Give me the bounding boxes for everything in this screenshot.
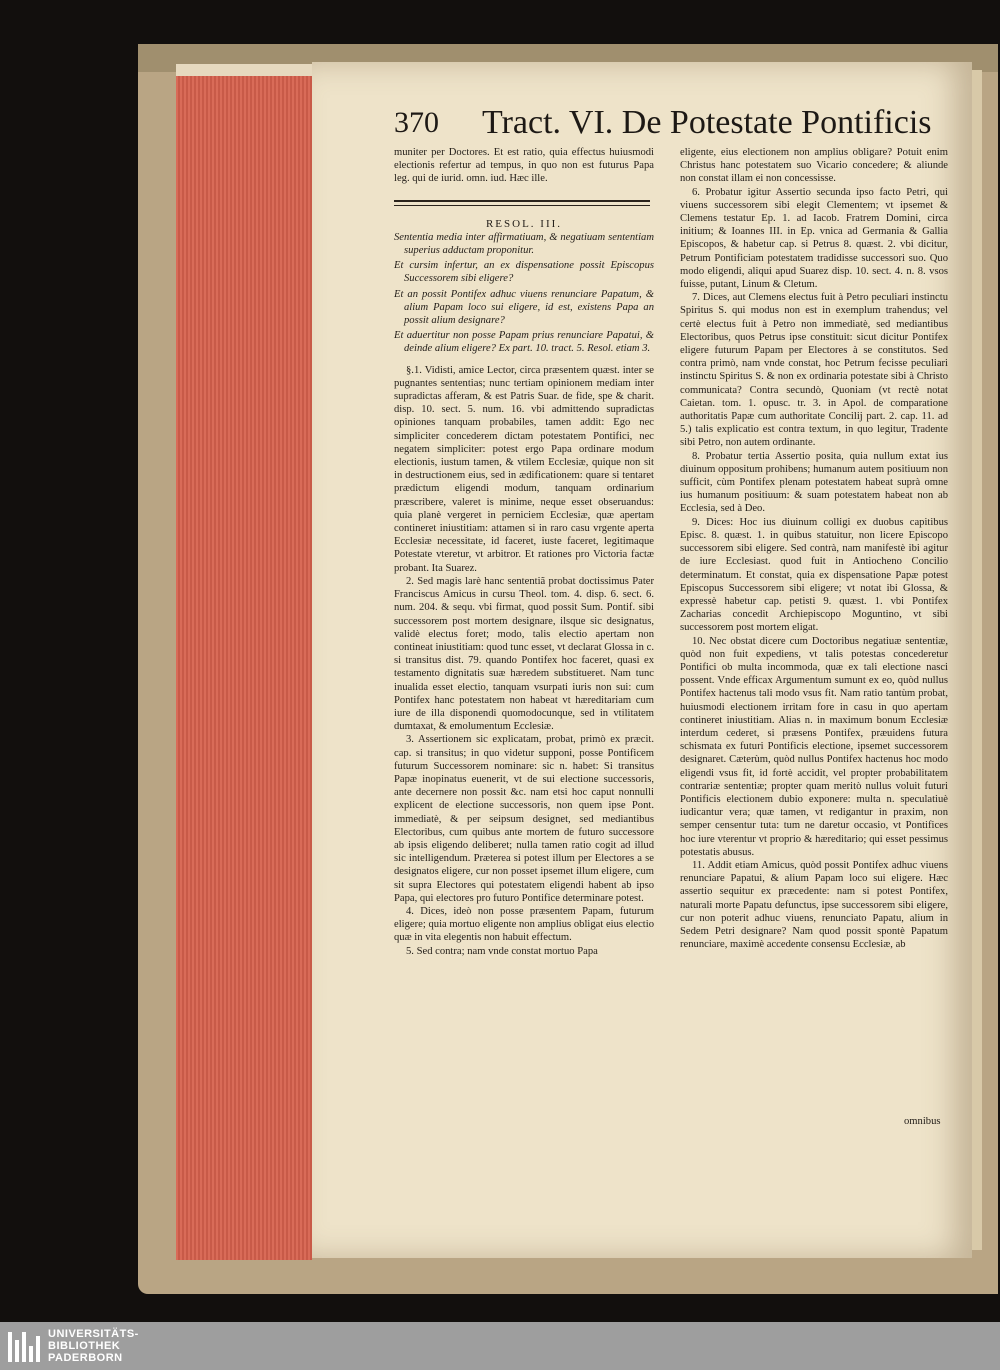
logo-line: BIBLIOTHEK: [48, 1340, 121, 1352]
summary-item: Et an possit Pontifex adhuc viuens renunciare Papatum, & alium Papam loco sui eligere, id est, existens Papa an possit alium designare?: [394, 288, 654, 327]
library-logo-icon: [8, 1332, 40, 1362]
paragraph: §.1. Vidisti, amice Lector, circa præsentem quæst. inter se pugnantes sententias; nunc tertiam opinionem mediam inter supradictas afferam, & est Patris Suar. de fide, spe & charit. disp. 10. sect. 5. num. 16. vbi admittendo supradictas opiniones tanquam probabiles, tamen addit: Ego nec simpliciter concederem dictam potestatem Pontifici, nec negatem simpliciter: potest ergo Papa ordinare modum electionis, iustum tamen, & vtilem Ecclesiæ, quique non sit in destructionem eius, sed in ædificationem: quare si tentaret prædictum eligendi modum, tanquam ordinarium præscribere, valeret is minime, neque esset obseruandus: quia planè vergeret in perniciem Ecclesiæ, quæ apertam contineret iniustitiam: attamen si in raro casu vrgente aperta Ecclesiæ necessitate, id faceret, iuste faceret, legitimaque Potestate vteretur, vt arbitror. Et rationes pro Victoria factæ probant. Ita Suarez.: [394, 364, 654, 574]
paragraph: 3. Assertionem sic explicatam, probat, primò ex præcit. cap. si transitus; in quo videtur supponi, posse Pontificem futurum Successorem nominare: sic n. habet: Si transitus Papæ inopinatus euenerit, vt de sui electione successoris, ante decernere non possit &c. nam etsi hoc caput nonnulli explicent de electione successoris, non quem ipse Pont. immediatè, & per seipsum designet, sed mediantibus Electoribus, cum quibus ante mortem de futuro successore ab ipsis eligendo deliberet; nulla tamen ratio cogit ad illud sic intelligendum. Præterea si potest illum per Electores a se designatos eligere, cur non posset ipsemet illum eligere, cum sit supra Electores qui potestatem eligendi habent ab ipso Papa, qui electores pro futuro Pontifice determinare potest.: [394, 734, 654, 904]
paragraph: 4. Dices, ideò non posse præsentem Papam, futurum eligere; quia mortuo eligente non amplius obligat eius electio quæ in vita elegentis non habuit effectum.: [394, 905, 654, 944]
continuation-text: muniter per Doctores. Et est ratio, quia effectus huiusmodi electionis refertur ad tempus, in quo non est futurus Papa leg. qui de iurid. omn. iud. Hæc ille.: [394, 147, 654, 185]
catchword: omnibus: [904, 1116, 941, 1127]
page-number: 370: [394, 106, 439, 139]
paragraph: 8. Probatur tertia Assertio posita, quia nullum extat ius diuinum oppositum prohibens; humanum autem positiuum non sufficit, cùm Pontifex plenam potestatem habeat suprà omne ius humanum positiuum: & suam potestatem habeat non ab Ecclesia, sed à Deo.: [680, 450, 948, 515]
summary-item: Sententia media inter affirmatiuam, & negatiuam sententiam superius adductam proponitur.: [394, 231, 654, 257]
paragraph: eligente, eius electionem non amplius obligare? Potuit enim Christus hanc potestatem suo Vicario concedere; & aliunde non constat illam ei non concessisse.: [680, 147, 948, 185]
summary-item: Et aduertitur non posse Papam prius renunciare Papatui, & deinde alium eligere? Ex part. 10. tract. 5. Resol. etiam 3.: [394, 330, 654, 355]
page-edges-top: [176, 64, 312, 76]
running-title: Tract. VI. De Potestate Pontificis: [482, 104, 932, 141]
paragraph: 7. Dices, aut Clemens electus fuit à Petro peculiari instinctu Spiritus S. qui modus non est in exemplum trahendus; vel certè electus fuit à Petro non immediatè, sed mediantibus Electoribus, quos Petrus ipse constituit: sicut dicitur Pontifex eligere futurum Papam per Electores à se constitutos. Sed contra primò, nam vnde constat, hoc Petrum fecisse peculiari instinctu Spiritus S. & non ex ordinaria potestate sibi à Christo communicata? Contra secundò, Quoniam (vt rectè notat Caietan. tom. 1. opusc. tr. 3. in Apol. de comparatione authoritatis Papæ cum authoritate Concilij part. 2. cap. 11. ad 5.) talis explicatio est contra textum, in quo legitur, Tradente sibi Petro, non autem ordinante.: [680, 292, 948, 449]
page-gutter: [972, 70, 982, 1250]
right-text-column: [680, 146, 948, 951]
resol-heading: RESOL. III.: [485, 217, 563, 230]
library-logo-bar: [0, 1322, 1000, 1370]
library-logo-text: [48, 1328, 139, 1364]
paragraph: 6. Probatur igitur Assertio secunda ipso facto Petri, qui viuens successorem sibi elegit Clementem; vt ipsemet & Clemens testatur Ep. 1. ad Iacob. Fratrem Domini, circa initium; & Ioannes III. in Ep. vnica ad Germania & Gallia Episcopos, & habetur cap. si Petrus 8. quæst. 2. vbi dicitur, Petrum Pontificiam potestatem tradidisse successori suo. Quo modo eligendi, aliqui apud Suarez disp. 10. sect. 4. n. 8. vsos fuisse, putant, Linum & Cletum.: [680, 186, 948, 291]
section-divider-rule: [394, 200, 650, 206]
paragraph: 11. Addit etiam Amicus, quòd possit Pontifex adhuc viuens renunciare Papatui, & alium Papam loco sui eligere. Hæc assertio sequitur ex præcedente: nam si potest Pontifex, naturali morte Papatu defunctus, ipse successorem sibi eligere, cur non poterit adhuc viuens, renunciato Papatu, alium in Sedem Petri designare? Nam quod possit spontè Papatum renunciare, maximè accedente consensu Ecclesiæ, ab: [680, 859, 948, 951]
paragraph: 10. Nec obstat dicere cum Doctoribus negatiuæ sententiæ, quòd non fuit expediens, vt talis potestas concederetur Pontifici ob multa incommoda, quæ ex tali electione nasci possent. Vnde efficax Argumentum sumunt ex eo, quòd nullus Pontifex hactenus tali modo vsus fit. Nam ratio tantùm probat, huiusmodi electionem irritam fore in casu in quo apertam contineret iniustitiam. Alias n. in maximum bonum Ecclesiæ interdum cederet, si præsens Pontifex, præuidens futura schismata ex futuri Pontificis electione, ipsemet successorem designaret. Cæterùm, quòd nullus Pontifex hactenus hoc modo eligendi vsus fit, id fortè accidit, vel propter probabilitatem contrariæ sententiæ; propter quam meritò nullus voluit futuri Pontificis electionem dubio exponere: multa n. speculatiuè iudicantur vera; quæ tamen, vt redigantur in praxim, non semper censentur tuta: tum ne daretur occasio, vt Pontifices hoc iure vterentur vt proprio & hæreditario; qui esset pessimus potestatis abusus.: [680, 635, 948, 858]
paragraph: 2. Sed magis larè hanc sententiã probat doctissimus Pater Franciscus Amicus in cursu Theol. tom. 4. disp. 6. sect. 6. num. 204. & sequ. vbi firmat, quod possit Sum. Pontif. sibi successorem post mortem designare, ilsque sic designatus, validè electus foret; modo, talis electio apertam non contineat iniustitiam: quod tunc esset, vt declarat Glossa in c. si transitus dist. 79. quando Pontifex hoc faceret, quasi ex testamento dignitatis suæ hæredem substitueret. Nam tunc inualida esset electio, tanquam vsurpati iuris non sui: cum Pontifex hanc potestatem non habeat vt hæreditariam cum iure de illa disponendi quomodocunque, sed in vtilitatem dumtaxat, & emolumentum Ecclesiæ.: [394, 575, 654, 733]
page-header: [394, 104, 954, 144]
red-page-edges: [176, 64, 312, 1260]
summary-item: Et cursim infertur, an ex dispensatione possit Episcopus Successorem sibi eligere?: [394, 260, 654, 285]
left-text-column: [394, 146, 654, 958]
paragraph: 5. Sed contra; nam vnde constat mortuo Papa: [406, 945, 598, 957]
logo-line: UNIVERSITÄTS-: [48, 1328, 139, 1340]
paragraph: 9. Dices: Hoc ius diuinum colligi ex duobus capitibus Episc. 8. quæst. 1. in quibus statuitur, non licere Episcopo successorem sibi eligere. Sed contrà, nam manifestè ibi agitur de iure Ecclesiast. quod fuit in Antiocheno Concilio determinatum. Et constat, quia ex dispensatione Papæ potest Episcopus Successorem sibi eligere; vt notat ibi Glossa, & expressè habetur cap. petisti 9. quæst. 1. vbi Pontifex Zacharias concedit Archiepiscopo Moguntino, vt sibi successorem post mortem eligat.: [680, 516, 948, 634]
logo-line: PADERBORN: [48, 1352, 123, 1364]
